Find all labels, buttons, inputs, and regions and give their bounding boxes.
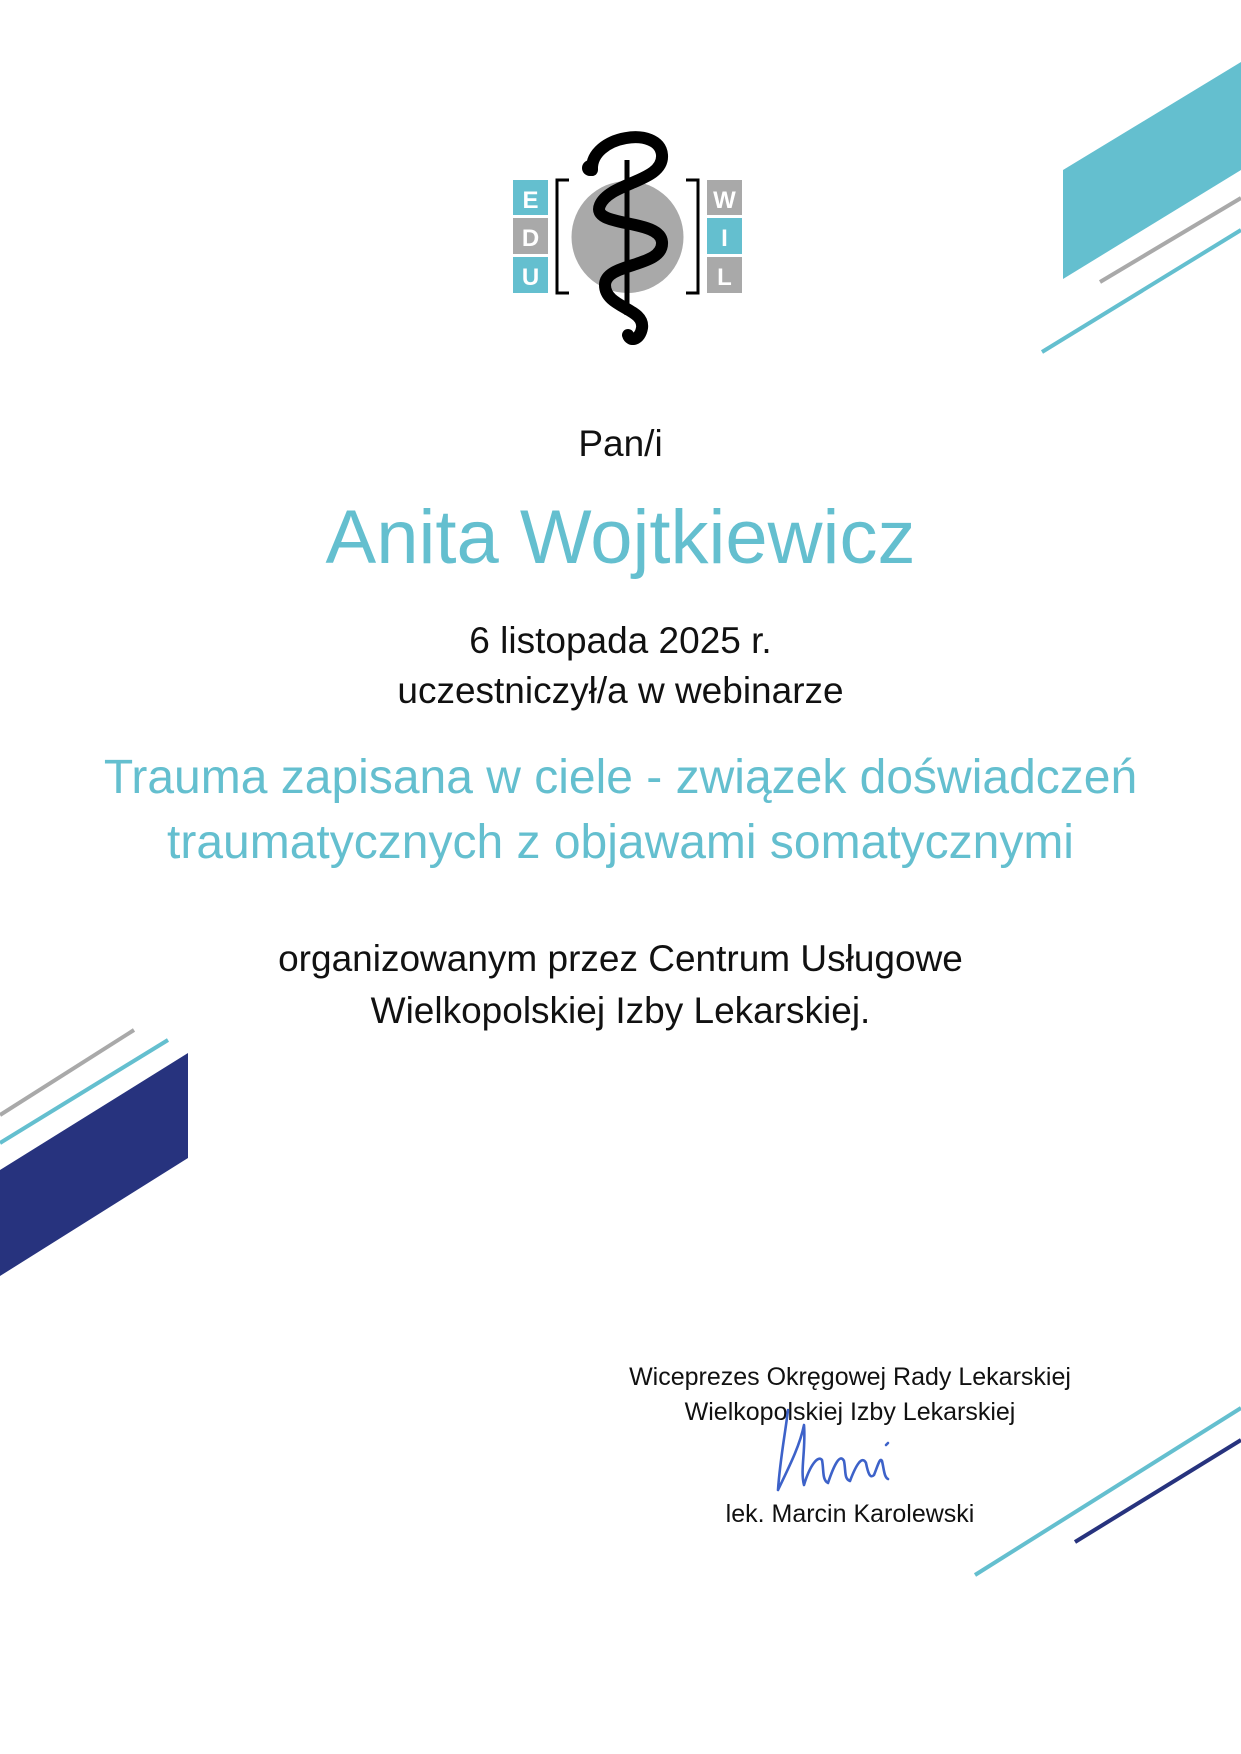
logo-letter-d: D bbox=[521, 225, 540, 252]
organizer-line-1: organizowanym przez Centrum Usługowe bbox=[278, 938, 963, 979]
logo-letter-e: E bbox=[522, 187, 539, 214]
bottom-right-teal-stripe bbox=[975, 1408, 1241, 1575]
eduwil-logo bbox=[510, 130, 745, 345]
logo-right-bracket bbox=[686, 180, 698, 293]
organizer-line-2: Wielkopolskiej Izby Lekarskiej. bbox=[370, 990, 871, 1031]
logo-letter-w: W bbox=[713, 187, 736, 214]
logo-letter-l: L bbox=[717, 264, 732, 291]
salutation: Pan/i bbox=[578, 423, 663, 464]
event-date: 6 listopada 2025 r. bbox=[469, 620, 772, 661]
webinar-title-line-2: traumatycznych z objawami somatycznymi bbox=[167, 816, 1074, 869]
logo-letter-i: I bbox=[721, 225, 728, 252]
handwritten-signature bbox=[770, 1405, 940, 1495]
webinar-title-line-1: Trauma zapisana w ciele - związek doświadczeń bbox=[103, 751, 1138, 804]
recipient-name: Anita Wojtkiewicz bbox=[325, 495, 916, 580]
participation-text: uczestniczył/a w webinarze bbox=[397, 670, 844, 711]
logo-letter-u: U bbox=[521, 264, 540, 291]
signatory-name: lek. Marcin Karolewski bbox=[725, 1500, 975, 1528]
signatory-role-line-2: Wielkopolskiej Izby Lekarskiej bbox=[684, 1398, 1016, 1426]
logo-snake-head bbox=[582, 160, 598, 176]
signatory-role-line-1: Wiceprezes Okręgowej Rady Lekarskiej bbox=[629, 1363, 1071, 1391]
logo-left-bracket bbox=[557, 180, 569, 293]
